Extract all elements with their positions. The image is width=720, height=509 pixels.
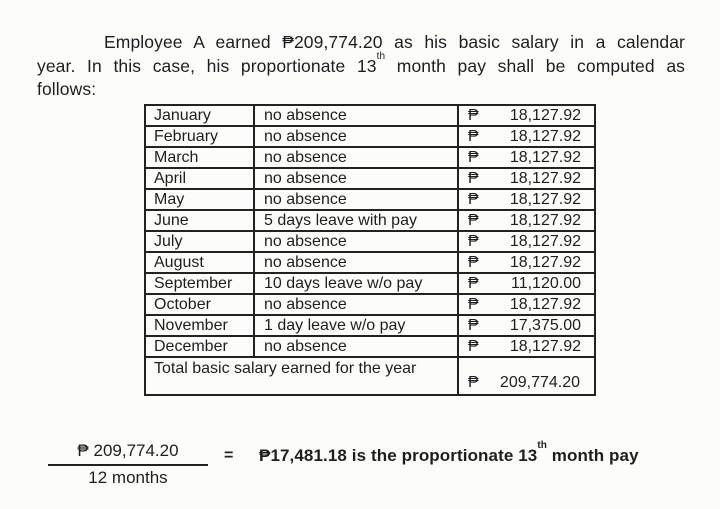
amount-cell [458, 231, 595, 252]
amount-value: 17,375.00 [509, 317, 581, 334]
peso-sign: ₱ [468, 338, 479, 355]
superscript-th: th [537, 440, 547, 452]
intro-paragraph [37, 31, 685, 102]
table-row [145, 294, 595, 315]
table-total-row [145, 357, 595, 395]
amount-value: 18,127.92 [509, 107, 581, 124]
total-amount-cell [458, 357, 595, 395]
month-cell: February [145, 126, 254, 147]
amount-value: 18,127.92 [509, 212, 581, 229]
month-cell: October [145, 294, 254, 315]
note-cell: no absence [254, 189, 458, 210]
peso-sign: ₱ [468, 170, 479, 187]
amount-value: 18,127.92 [509, 296, 581, 313]
note-cell: no absence [254, 168, 458, 189]
month-cell: November [145, 315, 254, 336]
table-row [145, 168, 595, 189]
total-label: Total basic salary earned for the year [154, 360, 417, 377]
note-cell: 1 day leave w/o pay [254, 315, 458, 336]
peso-sign: ₱ [468, 275, 479, 292]
equals-sign: = [224, 447, 234, 464]
month-cell: June [145, 210, 254, 231]
formula-result-text-cont: month pay [546, 446, 639, 465]
peso-sign: ₱ [468, 128, 479, 145]
month-cell: September [145, 273, 254, 294]
note-cell: no absence [254, 105, 458, 126]
amount-cell [458, 294, 595, 315]
table-row [145, 105, 595, 126]
superscript-th: th [376, 50, 386, 62]
note-cell: 5 days leave with pay [254, 210, 458, 231]
salary-table [144, 104, 596, 396]
amount-cell [458, 168, 595, 189]
table-row [145, 252, 595, 273]
note-cell: no absence [254, 231, 458, 252]
amount-cell [458, 336, 595, 357]
month-cell: August [145, 252, 254, 273]
amount-value: 11,120.00 [511, 275, 581, 292]
peso-sign: ₱ [468, 149, 479, 166]
note-cell: 10 days leave w/o pay [254, 273, 458, 294]
intro-line-1: Employee A earned ₱209,774.20 as his basic salary in a calendar [104, 32, 685, 52]
table-row [145, 147, 595, 168]
formula-fraction [48, 441, 208, 488]
month-cell: July [145, 231, 254, 252]
amount-value: 18,127.92 [509, 254, 581, 271]
peso-sign: ₱ [468, 296, 479, 313]
peso-sign: ₱ [468, 107, 479, 124]
peso-sign: ₱ [468, 191, 479, 208]
amount-value: 18,127.92 [509, 149, 581, 166]
amount-cell [458, 273, 595, 294]
amount-cell [458, 189, 595, 210]
note-cell: no absence [254, 294, 458, 315]
amount-value: 18,127.92 [509, 191, 581, 208]
month-cell: April [145, 168, 254, 189]
note-cell: no absence [254, 126, 458, 147]
intro-line-3: follows: [37, 79, 97, 99]
fraction-denominator: 12 months [88, 468, 168, 487]
table-row [145, 273, 595, 294]
amount-value: 18,127.92 [509, 128, 581, 145]
amount-value: 18,127.92 [509, 170, 581, 187]
peso-sign: ₱ [468, 233, 479, 250]
table-row [145, 231, 595, 252]
total-amount-value: 209,774.20 [499, 374, 580, 391]
intro-line-2-text-cont: month pay shall be computed as [385, 55, 686, 76]
peso-sign: ₱ [468, 254, 479, 271]
intro-line-2-text: year. In this case, his proportionate 13 [37, 55, 377, 76]
note-cell: no absence [254, 336, 458, 357]
amount-cell [458, 315, 595, 336]
amount-value: 18,127.92 [509, 338, 581, 355]
amount-cell [458, 252, 595, 273]
amount-cell [458, 147, 595, 168]
amount-cell [458, 105, 595, 126]
amount-cell [458, 126, 595, 147]
table-row [145, 336, 595, 357]
intro-line-2 [37, 50, 686, 79]
peso-sign: ₱ [468, 374, 479, 391]
total-label-cell [145, 357, 458, 395]
fraction-numerator: ₱ 209,774.20 [48, 441, 208, 466]
table-row [145, 210, 595, 231]
table-row [145, 315, 595, 336]
month-cell: May [145, 189, 254, 210]
table-row [145, 126, 595, 147]
formula-result [259, 440, 639, 466]
table-row [145, 189, 595, 210]
note-cell: no absence [254, 252, 458, 273]
note-cell: no absence [254, 147, 458, 168]
month-cell: March [145, 147, 254, 168]
amount-value: 18,127.92 [509, 233, 581, 250]
month-cell: January [145, 105, 254, 126]
formula-result-text: ₱17,481.18 is the proportionate 13 [259, 446, 538, 465]
peso-sign: ₱ [468, 317, 479, 334]
peso-sign: ₱ [468, 212, 479, 229]
month-cell: December [145, 336, 254, 357]
amount-cell [458, 210, 595, 231]
